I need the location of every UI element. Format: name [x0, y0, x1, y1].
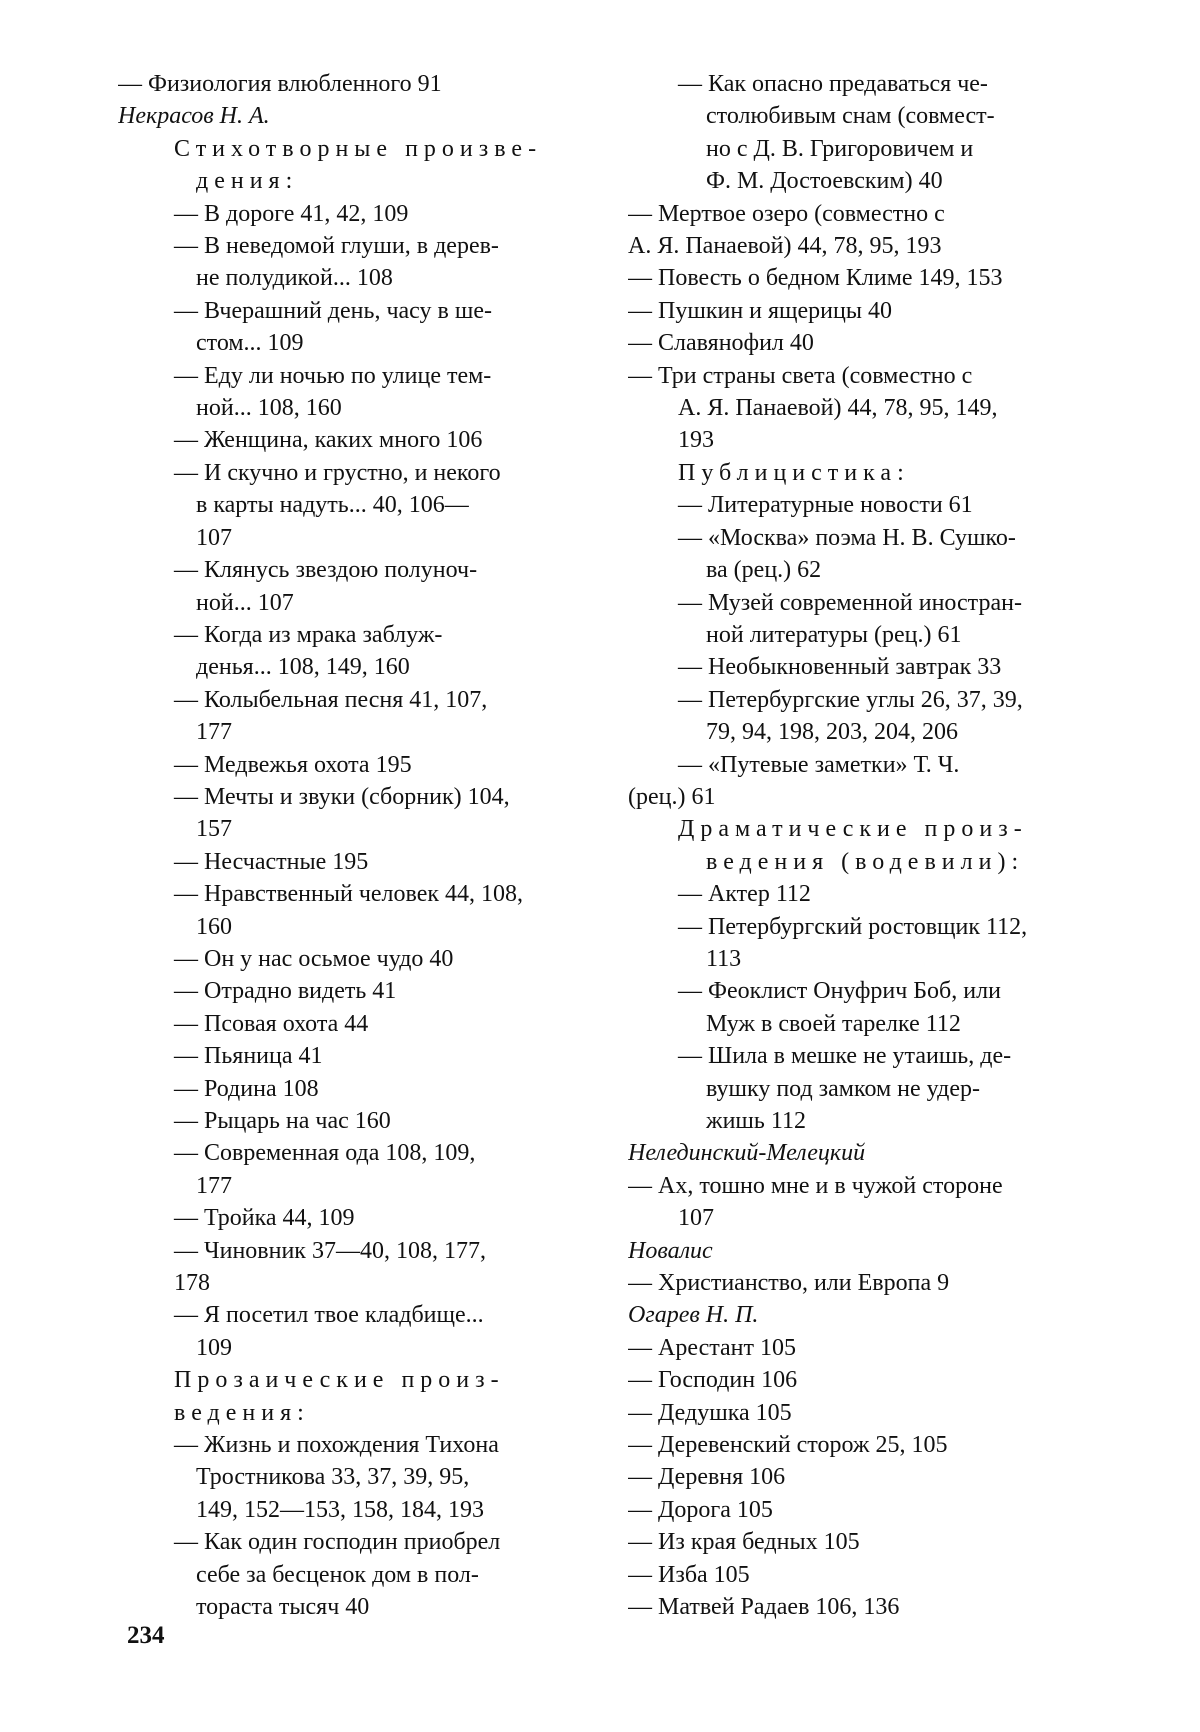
- index-entry-line: 149, 152—153, 158, 184, 193: [196, 1496, 484, 1523]
- index-entry-line: ва (рец.) 62: [706, 557, 822, 584]
- index-entry-line: 79, 94, 198, 203, 204, 206: [706, 719, 958, 746]
- index-entry-line: — В неведомой глуши, в дерев-: [174, 233, 499, 260]
- index-entry-line: — Несчастные 195: [174, 848, 369, 875]
- index-entry-line: — Вчерашний день, часу в ше-: [174, 297, 492, 324]
- index-entry-line: Муж в своей тарелке 112: [706, 1010, 961, 1037]
- index-entry-line: — Как опасно предаваться че-: [678, 71, 988, 97]
- index-entry-line: — Тройка 44, 109: [174, 1205, 355, 1232]
- section-heading: дения:: [196, 168, 299, 195]
- index-entry-line: — Деревенский сторож 25, 105: [628, 1432, 948, 1459]
- index-entry-line: 157: [196, 816, 232, 843]
- index-entry-line: — Шила в мешке не утаишь, де-: [678, 1043, 1012, 1070]
- index-entry-line: себе за бесценок дом в пол-: [196, 1561, 479, 1588]
- section-heading: Прозаические произ-: [174, 1367, 505, 1394]
- index-entry-line: тораста тысяч 40: [196, 1594, 370, 1621]
- index-entry-line: — Колыбельная песня 41, 107,: [174, 686, 488, 713]
- index-entry-line: — Актер 112: [678, 881, 811, 908]
- index-entry-line: А. Я. Панаевой) 44, 78, 95, 193: [628, 233, 942, 260]
- index-entry-line: — Клянусь звездою полуноч-: [174, 557, 478, 584]
- index-entry-line: столюбивым снам (совмест-: [706, 103, 995, 130]
- index-entry-line: — Медвежья охота 195: [174, 751, 412, 778]
- index-entry-line: 177: [196, 719, 232, 746]
- index-entry-line: — Нравственный человек 44, 108,: [174, 881, 524, 908]
- index-entry-line: Тростникова 33, 37, 39, 95,: [196, 1464, 470, 1491]
- index-entry-line: — Необыкновенный завтрак 33: [678, 654, 1002, 681]
- page-number: 234: [127, 1622, 165, 1649]
- author-heading: Нелединский-Мелецкий: [628, 1140, 866, 1167]
- index-entry-line: — Славянофил 40: [628, 330, 814, 357]
- section-heading: Стихотворные произве-: [174, 135, 543, 162]
- index-entry-line: Ф. М. Достоевским) 40: [706, 168, 943, 195]
- index-entry-line: — Мечты и звуки (сборник) 104,: [174, 783, 510, 810]
- index-entry-line: — В дороге 41, 42, 109: [174, 200, 409, 227]
- section-heading: Публицистика:: [678, 459, 910, 486]
- index-entry-line: 109: [196, 1334, 232, 1361]
- index-entry-line: стом... 109: [196, 330, 304, 357]
- index-entry-line: — Ах, тошно мне и в чужой стороне: [628, 1172, 1003, 1199]
- index-entry-line: — Как один господин приобрел: [174, 1529, 501, 1556]
- index-entry-line: — Изба 105: [628, 1561, 750, 1588]
- index-entry-line: — Еду ли ночью по улице тем-: [174, 362, 492, 389]
- index-entry-line: в карты надуть... 40, 106—: [196, 492, 469, 519]
- index-entry-line: — «Москва» поэма Н. В. Сушко-: [678, 524, 1016, 551]
- index-entry-line: — «Путевые заметки» Т. Ч.: [678, 751, 960, 778]
- index-entry-line: — Когда из мрака заблуж-: [174, 621, 443, 648]
- index-entry-line: 107: [678, 1205, 714, 1232]
- author-heading: Новалис: [628, 1237, 713, 1264]
- index-entry-line: — Христианство, или Европа 9: [628, 1270, 950, 1297]
- index-entry-line: — Я посетил твое кладбище...: [174, 1302, 484, 1329]
- index-entry-line: — Жизнь и похождения Тихона: [174, 1432, 499, 1459]
- index-entry-line: ной... 107: [196, 589, 294, 616]
- section-heading: Драматические произ-: [678, 816, 1028, 843]
- index-entry-line: — Женщина, каких много 106: [174, 427, 483, 454]
- index-entry-line: 107: [196, 524, 232, 551]
- index-entry-line: — Дедушка 105: [628, 1399, 792, 1426]
- index-entry-line: 178: [174, 1270, 210, 1297]
- index-entry-line: жишь 112: [706, 1108, 806, 1134]
- index-entry-line: ной... 108, 160: [196, 395, 342, 422]
- index-entry-line: — И скучно и грустно, и некого: [174, 459, 501, 486]
- index-entry-line: — Деревня 106: [628, 1464, 786, 1491]
- index-entry-line: — Арестант 105: [628, 1334, 796, 1361]
- index-entry-line: — Музей современной иностран-: [678, 589, 1022, 616]
- index-entry-line: — Родина 108: [174, 1075, 319, 1102]
- index-entry-line: — Литературные новости 61: [678, 492, 973, 519]
- index-entry-line: (рец.) 61: [628, 783, 716, 810]
- index-right-column: [628, 68, 1094, 1624]
- index-entry-line: — Петербургский ростовщик 112,: [678, 913, 1028, 940]
- section-heading: ведения:: [174, 1399, 310, 1426]
- index-entry-line: — Псовая охота 44: [174, 1010, 369, 1037]
- index-entry-line: 113: [706, 945, 742, 972]
- index-entry-line: — Физиология влюбленного 91: [118, 71, 442, 97]
- index-entry-line: но с Д. В. Григоровичем и: [706, 135, 974, 162]
- index-entry-line: — Современная ода 108, 109,: [174, 1140, 476, 1167]
- author-heading: Огарев Н. П.: [628, 1302, 759, 1329]
- index-entry-line: — Матвей Радаев 106, 136: [628, 1594, 900, 1621]
- index-entry-line: — Дорога 105: [628, 1496, 773, 1523]
- index-entry-line: — Чиновник 37—40, 108, 177,: [174, 1237, 486, 1264]
- index-entry-line: — Отрадно видеть 41: [174, 978, 397, 1005]
- index-entry-line: — Феоклист Онуфрич Боб, или: [678, 978, 1001, 1005]
- index-entry-line: — Петербургские углы 26, 37, 39,: [678, 686, 1023, 713]
- index-entry-line: 177: [196, 1172, 232, 1199]
- index-entry-line: 193: [678, 427, 714, 454]
- index-entry-line: 160: [196, 913, 232, 940]
- index-entry-line: — Рыцарь на час 160: [174, 1108, 391, 1134]
- index-entry-line: — Повесть о бедном Климе 149, 153: [628, 265, 1003, 292]
- index-entry-line: — Пушкин и ящерицы 40: [628, 297, 892, 324]
- index-entry-line: — Он у нас осьмое чудо 40: [174, 945, 454, 972]
- index-entry-line: — Из края бедных 105: [628, 1529, 860, 1556]
- index-entry-line: А. Я. Панаевой) 44, 78, 95, 149,: [678, 395, 998, 422]
- section-heading: ведения (водевили):: [706, 848, 1025, 875]
- index-entry-line: — Три страны света (совместно с: [628, 362, 973, 389]
- index-entry-line: — Господин 106: [628, 1367, 798, 1394]
- index-entry-line: — Мертвое озеро (совместно с: [628, 200, 945, 227]
- author-heading: Некрасов Н. А.: [118, 103, 270, 130]
- index-entry-line: ной литературы (рец.) 61: [706, 621, 962, 648]
- index-entry-line: вушку под замком не удер-: [706, 1075, 981, 1102]
- index-entry-line: денья... 108, 149, 160: [196, 654, 410, 681]
- index-left-column: [118, 68, 592, 1624]
- index-entry-line: не полудикой... 108: [196, 265, 393, 292]
- index-entry-line: — Пьяница 41: [174, 1043, 323, 1070]
